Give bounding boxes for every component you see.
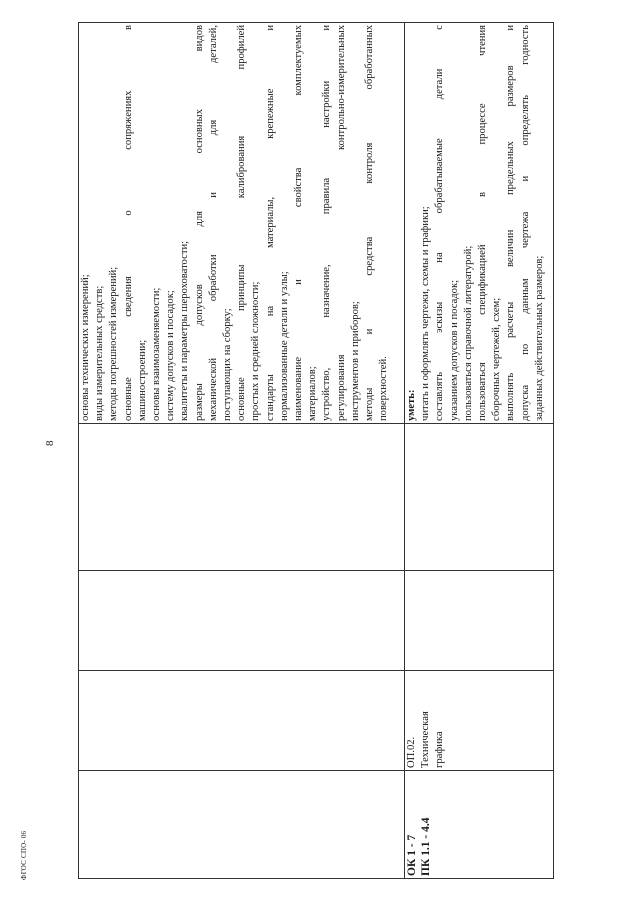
knowledge-line: стандарты на материалы, крепежные и [264,25,276,421]
skills-list [419,25,547,421]
skill-line: указанием допусков и посадок; [448,279,460,421]
cell-continuation-col4 [79,424,405,571]
skill-line: заданных действительных размеров; [533,255,545,421]
knowledge-line: поверхностей. [378,356,390,421]
discipline-name: Техническая графика [420,711,446,768]
cell-competences [405,771,554,879]
knowledge-line: поступающих на сборку; [222,308,234,421]
page-number: 8 [44,440,56,446]
cell-continuation-col1 [79,771,405,879]
footer-code: ФГОС СПО- 06 [20,830,28,880]
cell-discipline [405,671,554,771]
knowledge-line: методы погрешностей измерений; [108,266,120,421]
cell-knowledge-list [79,23,405,424]
knowledge-line: размеры допусков для основных видов [193,25,205,421]
cell-og02-col4 [405,424,554,571]
knowledge-line: квалитеты и параметры шероховатости; [179,240,191,421]
skill-line: читать и оформлять чертежи, схемы и графики; [420,206,432,421]
skills-heading: уметь: [406,389,417,421]
knowledge-line: основные сведения о сопряжениях в [122,25,134,421]
knowledge-line: материалов; [307,366,319,421]
cell-og02-col3 [405,571,554,671]
cell-continuation-col3 [79,571,405,671]
knowledge-line: машиностроении; [136,339,148,421]
table-row-continuation [79,23,405,879]
knowledge-line: методы и средства контроля обработанных [364,25,376,421]
knowledge-line: механической обработки и для деталей, [207,25,219,421]
cell-skills-list [405,23,554,424]
skill-line: выполнять расчеты величин предельных размеров и [505,25,517,421]
knowledge-line: простых и средней сложности; [250,281,262,421]
knowledge-line: регулирования контрольно-измерительных [335,25,347,421]
knowledge-line: устройство, назначение, правила настройки и [321,25,333,421]
table-row-og02 [405,23,554,879]
skill-line: допуска по данным чертежа и определять годность [519,25,531,421]
skill-line: пользоваться справочной литературой; [462,245,474,421]
knowledge-line: основные принципы калибрования профилей [236,25,248,421]
knowledge-line: систему допусков и посадок; [165,290,177,421]
knowledge-line: основы технических измерений; [80,274,91,421]
knowledge-line: наименование и свойства комплектуемых [293,25,305,421]
cell-continuation-col2 [79,671,405,771]
competence-ok: ОК 1 - 7 [406,834,418,876]
knowledge-line: основы взаимозаменяемости; [151,287,163,421]
knowledge-line: инструментов и приборов; [349,301,361,421]
rotated-table-wrapper [78,23,553,879]
knowledge-line: виды измерительных средств; [94,285,106,421]
competence-pk: ПК 1.1 - 4.4 [420,817,432,876]
skill-line: сборочных чертежей, схем; [491,297,503,421]
knowledge-list [79,25,391,421]
discipline-code: ОП.02. [406,736,417,768]
skill-line: составлять эскизы на обрабатываемые детали с [434,25,446,421]
curriculum-table [78,22,554,879]
knowledge-line: нормализованные детали и узлы; [278,271,290,421]
skill-line: пользоваться спецификацией в процессе чтения [477,25,489,421]
